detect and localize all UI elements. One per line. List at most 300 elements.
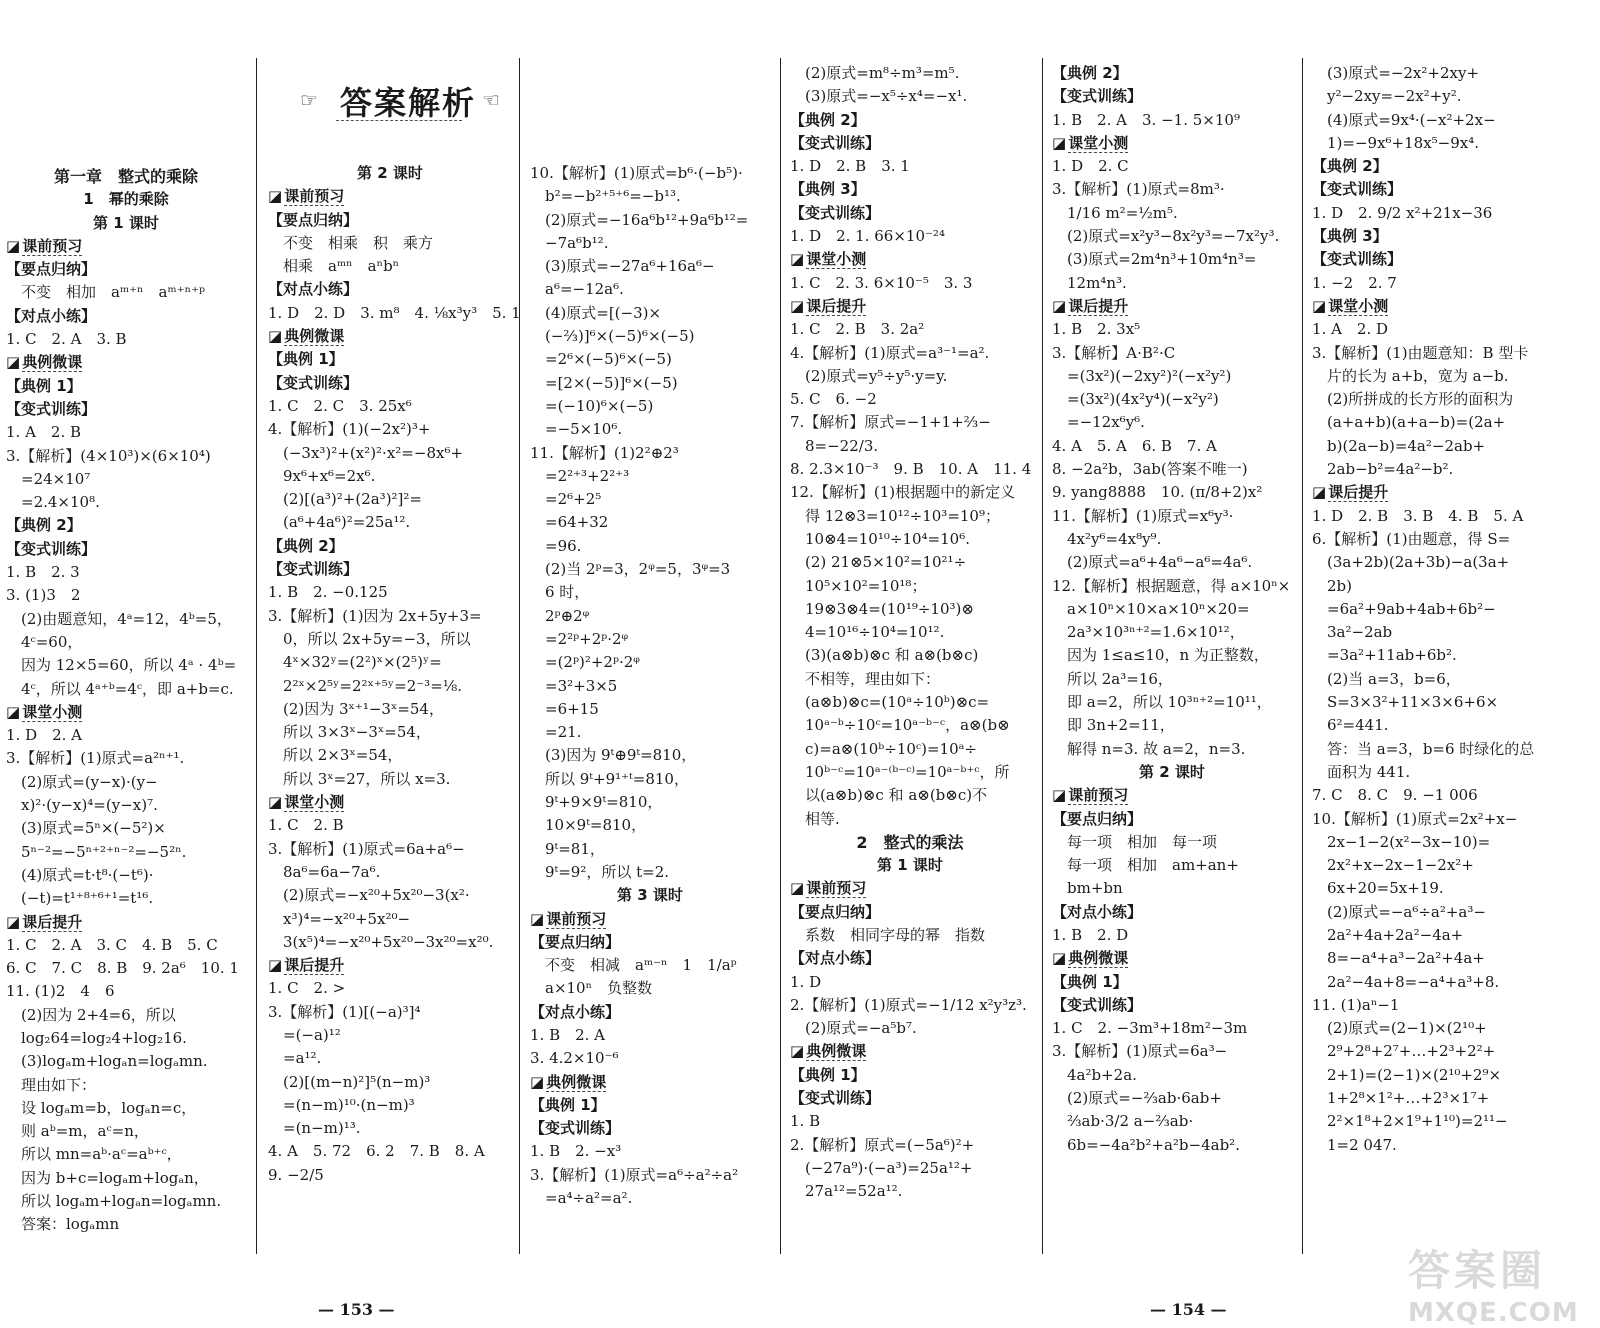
watermark-url: MXQE.COM <box>1408 1298 1579 1328</box>
answer-line: 27a¹²=52a¹². <box>790 1182 903 1201</box>
section-heading <box>1052 784 1292 807</box>
answer-line: 1. C 2. B 3. 2a² <box>790 320 925 339</box>
section-heading-label: 课堂小测 <box>1068 133 1129 152</box>
bracket-label: 【对点小练】 <box>268 280 359 299</box>
section-heading-label: 典例微课 <box>1068 949 1129 968</box>
answer-line: ⅔ab·3/2 a−⅔ab· <box>1052 1112 1194 1131</box>
section-heading-label: 典例微课 <box>546 1072 607 1091</box>
answer-line: =3a²+11ab+6b². <box>1312 646 1457 665</box>
bracket-label: 【变式训练】 <box>6 539 97 558</box>
answer-line: 3.【解析】(1)原式=6a+a⁶− <box>268 839 465 858</box>
answer-line: 6x+20=5x+19. <box>1312 879 1444 898</box>
answer-line: 6.【解析】(1)由题意，得 S= <box>1312 529 1511 548</box>
answer-line: (a⊗b)⊗c=(10ᵃ÷10ᵇ)⊗c= <box>790 693 990 712</box>
answer-line: (2)原式=m⁸÷m³=m⁵. <box>790 64 960 82</box>
answer-line: (2)原式=−a⁶÷a²+a³− <box>1312 902 1486 921</box>
answer-line: 答：当 a=3，b=6 时绿化的总 <box>1312 739 1535 758</box>
answer-line: 4. A 5. A 6. B 7. A <box>1052 436 1217 455</box>
bracket-label: 【变式训练】 <box>6 399 97 418</box>
answer-line: =(−10)⁶×(−5) <box>530 396 654 415</box>
lesson-heading: 第 1 课时 <box>877 856 943 875</box>
section-heading <box>1312 481 1592 504</box>
answer-line: 6²=441. <box>1312 716 1389 735</box>
pointing-hand-left-icon: ☞ <box>300 88 318 112</box>
answer-line: 1. B 2. A 3. −1. 5×10⁹ <box>1052 110 1240 129</box>
chapter-heading: 第一章 整式的乘除 <box>53 167 198 186</box>
answer-line: 3.【解析】(1)原式=6a³− <box>1052 1042 1228 1061</box>
bracket-label: 【要点归纳】 <box>1052 809 1143 828</box>
bracket-label: 【对点小练】 <box>530 1002 621 1021</box>
answer-line: 1+2⁸×1²+…+2³×1⁷+ <box>1312 1089 1490 1108</box>
answer-line: 不变 相乘 积 乘方 <box>268 233 434 252</box>
answer-line: 3.【解析】(1)因为 2x+5y+3= <box>268 606 482 625</box>
answer-line: 2⁹+2⁸+2⁷+…+2³+2²+ <box>1312 1042 1496 1061</box>
answer-line: (−⅔)]⁶×(−5)⁶×(−5) <box>530 327 695 346</box>
answer-line: (2)[(a³)²+(2a³)²]²= <box>268 490 422 509</box>
answer-line: 10ᵃ⁻ᵇ÷10ᶜ=10ᵃ⁻ᵇ⁻ᶜ，a⊗(b⊗ <box>790 716 1010 735</box>
answer-column-5 <box>1052 62 1292 1157</box>
bracket-label: 【变式训练】 <box>1052 87 1143 106</box>
answer-line: =(3x²)(−2xy²)²(−x²y²) <box>1052 366 1232 385</box>
answer-line: =2⁶+2⁵ <box>530 490 602 509</box>
section-heading-label: 典例微课 <box>284 327 345 346</box>
answer-line: =a¹². <box>268 1049 322 1068</box>
answer-line: 5ⁿ⁻²=−5ⁿ⁺²⁺ⁿ⁻²=−5²ⁿ. <box>6 842 187 861</box>
answer-line: (2)原式=a⁶+4a⁶−a⁶=4a⁶. <box>1052 553 1253 572</box>
answer-line: 相等. <box>790 809 840 828</box>
column-divider <box>780 58 781 1254</box>
answer-line: =(n−m)¹⁰·(n−m)³ <box>268 1095 415 1114</box>
section-heading-label: 课前预习 <box>1068 786 1129 805</box>
column-divider <box>1302 58 1303 1254</box>
answer-line: 9ᵗ=81， <box>530 839 605 858</box>
answer-line: 11. (1)2 4 6 <box>6 982 115 1001</box>
answer-line: (2)原式=x²y³−8x²y³=−7x²y³. <box>1052 227 1280 246</box>
answer-line: 2b) <box>1312 576 1352 595</box>
section-heading-label: 课前预习 <box>22 236 83 255</box>
section-heading <box>530 908 770 931</box>
answer-line: 2.【解析】(1)原式=−1/12 x²y³z³. <box>790 995 1027 1014</box>
section-heading-label: 课后提升 <box>1068 296 1129 315</box>
bracket-label: 【变式训练】 <box>268 560 359 579</box>
answer-line: 所以 9ᵗ+9¹⁺ᵗ=810， <box>530 769 689 788</box>
answer-line: 10⁵×10²=10¹⁸； <box>790 576 927 595</box>
answer-line: =6a²+9ab+4ab+6b²− <box>1312 599 1496 618</box>
answer-line: 1. C 2. A 3. B <box>6 330 127 349</box>
page-number-right: — 154 — <box>1150 1300 1227 1319</box>
answer-line: 12m⁴n³. <box>1052 273 1127 292</box>
answer-line: =2.4×10⁸. <box>6 493 100 512</box>
section-heading <box>268 185 512 208</box>
answer-line: 面积为 441. <box>1312 762 1411 781</box>
bracket-label: 【变式训练】 <box>268 373 359 392</box>
answer-line: (2)[(m−n)²]⁵(n−m)³ <box>268 1072 431 1091</box>
answer-line: 理由如下： <box>6 1075 97 1094</box>
section-heading-label: 课前预习 <box>284 187 345 206</box>
answer-column-1 <box>6 165 246 1237</box>
section-heading <box>1312 295 1592 318</box>
answer-line: 1. C 2. −3m³+18m²−3m <box>1052 1019 1248 1038</box>
answer-line: 得 12⊗3=10¹²÷10³=10⁹； <box>790 506 1000 525</box>
answer-line: 所以 3×3ˣ−3ˣ=54， <box>268 723 431 742</box>
answer-line: 11.【解析】(1)原式=x⁶y³· <box>1052 506 1234 525</box>
answer-line: 3a²−2ab <box>1312 623 1393 642</box>
answer-line: (3)因为 9ᵗ⊕9ᵗ=810， <box>530 746 697 765</box>
answer-line: 3. (1)3 2 <box>6 586 81 605</box>
bracket-label: 【典例 3】 <box>790 180 866 199</box>
bracket-label: 【典例 1】 <box>1052 972 1128 991</box>
answer-line: (2)因为 3ˣ⁺¹−3ˣ=54， <box>268 699 444 718</box>
answer-line: 2+1)=(2−1)×(2¹⁰+2⁹× <box>1312 1065 1502 1084</box>
answer-line: =(−a)¹² <box>268 1025 341 1044</box>
section-heading-label: 课后提升 <box>806 296 867 315</box>
section-heading <box>6 235 246 258</box>
answer-line: 相乘 aᵐⁿ aⁿbⁿ <box>268 257 400 276</box>
answer-line: 4ᶜ=60， <box>6 632 83 651</box>
answer-line: 2.【解析】原式=(−5a⁶)²+ <box>790 1135 975 1154</box>
answer-line: 9. −2/5 <box>268 1165 324 1184</box>
answer-line: 1. A 2. B <box>6 423 82 442</box>
answer-line: 2x−1−2(x²−3x−10)= <box>1312 832 1491 851</box>
answer-line: 6 时， <box>530 583 590 602</box>
answer-line: 4=10¹⁶÷10⁴=10¹². <box>790 623 945 642</box>
bracket-label: 【对点小练】 <box>6 306 97 325</box>
answer-line: 2ᵖ⊕2ᵠ <box>530 606 590 625</box>
bracket-label: 【变式训练】 <box>790 203 881 222</box>
section-heading-label: 典例微课 <box>806 1042 867 1061</box>
answer-line: 0，所以 2x+5y=−3，所以 <box>268 629 471 648</box>
section-heading <box>1052 132 1292 155</box>
answer-line: =2²⁺³+2²⁺³ <box>530 466 630 485</box>
answer-line: 3.【解析】(1)由题意知：B 型卡 <box>1312 343 1529 362</box>
answer-line: 8. −2a²b，3ab(答案不唯一) <box>1052 460 1248 479</box>
answer-line: 2ab−b²=4a²−b². <box>1312 460 1454 479</box>
section-heading <box>268 325 512 348</box>
answer-line: 以(a⊗b)⊗c 和 a⊗(b⊗c)不 <box>790 786 988 805</box>
answer-line: (4)原式=9x⁴·(−x²+2x− <box>1312 110 1496 129</box>
answer-line: (2)所拼成的长方形的面积为 <box>1312 390 1514 409</box>
answer-line: (2)当 2ᵖ=3，2ᵠ=5，3ᵠ=3 <box>530 560 731 579</box>
answer-line: S=3×3²+11×3×6+6× <box>1312 693 1499 712</box>
answer-column-4 <box>790 62 1030 1204</box>
answer-line: (2)当 a=3，b=6， <box>1312 669 1461 688</box>
answer-line: (3)原式=−27a⁶+16a⁶− <box>530 257 715 276</box>
title-text: 答案解析 <box>340 84 477 122</box>
answer-line: (3)原式=−2x²+2xy+ <box>1312 64 1480 82</box>
answer-line: 1. B 2. 3x⁵ <box>1052 320 1141 339</box>
answer-line: (2)原式=(y−x)·(y− <box>6 772 158 791</box>
answer-line: a×10ⁿ×10×a×10ⁿ×20= <box>1052 599 1250 618</box>
answer-line: =24×10⁷ <box>6 469 91 488</box>
answer-line: (2)原式=−x²⁰+5x²⁰−3(x²· <box>268 886 470 905</box>
answer-line: 8=−22/3. <box>790 436 879 455</box>
answer-line: 1)=−9x⁶+18x⁵−9x⁴. <box>1312 133 1480 152</box>
answer-line: 所以 2a³=16， <box>1052 669 1173 688</box>
answer-line: =2⁶×(−5)⁶×(−5) <box>530 350 672 369</box>
answer-line: 不相等，理由如下： <box>790 669 941 688</box>
page-number-left: — 153 — <box>318 1300 395 1319</box>
answer-line: −7a⁶b¹². <box>530 233 609 252</box>
answer-line: 2x²+x−2x−1−2x²+ <box>1312 856 1474 875</box>
section-heading-label: 课前预习 <box>546 909 607 928</box>
answer-line: 设 logₐm=b，logₐn=c， <box>6 1098 197 1117</box>
answer-line: 1=2 047. <box>1312 1135 1397 1154</box>
answer-line: =6+15 <box>530 699 599 718</box>
answer-line: 3. 4.2×10⁻⁶ <box>530 1049 619 1068</box>
section-heading-label: 典例微课 <box>22 353 83 372</box>
section-heading <box>1052 295 1292 318</box>
bracket-label: 【典例 2】 <box>1312 157 1388 176</box>
answer-line: 2a²−4a+8=−a⁴+a³+8. <box>1312 972 1500 991</box>
answer-line: (2)因为 2+4=6，所以 <box>6 1005 176 1024</box>
answer-line: 8. 2.3×10⁻³ 9. B 10. A 11. 4 <box>790 460 1032 479</box>
answer-line: 1. C 2. A 3. C 4. B 5. C <box>6 935 218 954</box>
answer-line: 1. B 2. −0.125 <box>268 583 388 602</box>
answer-line: 10.【解析】(1)原式=b⁶·(−b⁵)· <box>530 164 743 182</box>
answer-line: 4ˣ×32ʸ=(2²)ˣ×(2⁵)ʸ= <box>268 653 442 672</box>
bracket-label: 【典例 2】 <box>1052 64 1128 82</box>
answer-line: 每一项 相加 每一项 <box>1052 832 1218 851</box>
answer-line: (2)原式=(2−1)×(2¹⁰+ <box>1312 1019 1487 1038</box>
answer-line: (2)由题意知，4ᵃ=12，4ᵇ=5， <box>6 609 232 628</box>
answer-line: bm+bn <box>1052 879 1123 898</box>
answer-line: (−27a⁹)·(−a³)=25a¹²+ <box>790 1158 973 1177</box>
answer-line: 9ᵗ=9²，所以 t=2. <box>530 862 670 881</box>
answer-line: 所以 logₐm+logₐn=logₐmn. <box>6 1192 222 1211</box>
answer-line: =96. <box>530 536 582 555</box>
column-divider <box>1042 58 1043 1254</box>
bracket-label: 【变式训练】 <box>790 133 881 152</box>
answer-line: 10⊗4=10¹⁰÷10⁴=10⁶. <box>790 529 970 548</box>
answer-line: 3.【解析】(1)原式=a⁶÷a²÷a² <box>530 1165 739 1184</box>
answer-line: 即 3n+2=11， <box>1052 716 1175 735</box>
answer-line: 所以 2×3ˣ=54， <box>268 746 403 765</box>
answer-line: =(3x²)(4x²y⁴)(−x²y²) <box>1052 390 1219 409</box>
answer-line: =21. <box>530 723 582 742</box>
lesson-heading: 1 幂的乘除 <box>83 190 169 209</box>
pointing-hand-right-icon: ☜ <box>482 88 500 112</box>
answer-line: (−t)=t¹⁺⁸⁺⁶⁺¹=t¹⁶. <box>6 889 154 908</box>
answer-line: 2a³×10³ⁿ⁺²=1.6×10¹²， <box>1052 623 1245 642</box>
answer-line: 1. C 2. B <box>268 816 344 835</box>
answer-line: 因为 1≤a≤10，n 为正整数， <box>1052 646 1269 665</box>
answer-line: 不变 相加 aᵐ⁺ⁿ aᵐ⁺ⁿ⁺ᵖ <box>6 283 206 302</box>
section-heading <box>530 1071 770 1094</box>
answer-line: 6. C 7. C 8. B 9. 2a⁶ 10. 1 <box>6 959 239 978</box>
section-heading <box>790 1040 1030 1063</box>
lesson-heading: 第 1 课时 <box>93 213 159 232</box>
answer-line: b²=−b²⁺⁵⁺⁶=−b¹³. <box>530 187 681 206</box>
answer-line: 答案：logₐmn <box>6 1215 120 1234</box>
answer-line: =64+32 <box>530 513 609 532</box>
answer-line: 7.【解析】原式=−1+1+⅔− <box>790 413 991 432</box>
answer-line: 3.【解析】(4×10³)×(6×10⁴) <box>6 446 211 465</box>
section-heading-label: 课后提升 <box>22 912 83 931</box>
answer-line: (4)原式=[(−3)× <box>530 303 662 322</box>
section-heading-label: 课堂小测 <box>284 793 345 812</box>
column-divider <box>256 58 257 1254</box>
answer-line: 1. D 2. B 3. B 4. B 5. A <box>1312 506 1524 525</box>
column-divider <box>519 58 520 1254</box>
title-underline <box>336 120 462 121</box>
answer-line: (a+a+b)(a+a−b)=(2a+ <box>1312 413 1506 432</box>
section-heading <box>790 295 1030 318</box>
answer-column-2 <box>268 162 521 1187</box>
lesson-heading: 第 2 课时 <box>357 164 423 182</box>
answer-line: 1. B 2. A <box>530 1025 606 1044</box>
answer-line: 则 aᵇ=m，aᶜ=n， <box>6 1122 149 1141</box>
section-heading <box>6 701 246 724</box>
answer-line: 片的长为 a+b，宽为 a−b. <box>1312 366 1509 385</box>
answer-line: (2)原式=−a⁵b⁷. <box>790 1019 917 1038</box>
answer-line: 2a²+4a+2a²−4a+ <box>1312 925 1464 944</box>
answer-line: 5. C 6. −2 <box>790 390 877 409</box>
answer-line: 1. B <box>790 1112 821 1131</box>
answer-line: c)=a⊗(10ᵇ÷10ᶜ)=10ᵃ÷ <box>790 739 977 758</box>
answer-line: 7. C 8. C 9. −1 006 <box>1312 786 1478 805</box>
section-heading <box>6 911 246 934</box>
answer-line: 1. D 2. B 3. 1 <box>790 157 910 176</box>
answer-line: 3.【解析】(1)原式=a²ⁿ⁺¹. <box>6 749 185 768</box>
bracket-label: 【变式训练】 <box>1052 995 1143 1014</box>
answer-line: 9. yang8888 10. (π/8+2)x² <box>1052 483 1263 502</box>
answer-line: 因为 b+c=logₐm+logₐn， <box>6 1168 209 1187</box>
answer-line: a⁶=−12a⁶. <box>530 280 624 299</box>
answer-line: =a⁴÷a²=a². <box>530 1189 633 1208</box>
answer-line: (3)(a⊗b)⊗c 和 a⊗(b⊗c) <box>790 646 979 665</box>
answer-line: (2) 21⊗5×10²=10²¹÷ <box>790 553 967 572</box>
answer-line: x)²·(y−x)⁴=(y−x)⁷. <box>6 796 158 815</box>
watermark-main: 答案圈 <box>1408 1246 1547 1295</box>
answer-line: 2²×1⁸+2×1⁹+1¹⁰)=2¹¹− <box>1312 1112 1508 1131</box>
bracket-label: 【变式训练】 <box>1312 180 1403 199</box>
answer-line: =[2×(−5)]⁶×(−5) <box>530 373 678 392</box>
bracket-label: 【要点归纳】 <box>6 260 97 279</box>
answer-column-3 <box>530 162 770 1210</box>
answer-line: 3(x⁵)⁴=−x²⁰+5x²⁰−3x²⁰=x²⁰. <box>268 932 494 951</box>
answer-line: y²−2xy=−2x²+y². <box>1312 87 1462 106</box>
bracket-label: 【变式训练】 <box>790 1089 881 1108</box>
answer-line: (a⁶+4a⁶)²=25a¹². <box>268 513 411 532</box>
section-heading-label: 课后提升 <box>1328 483 1389 502</box>
answer-line: 1. B 2. D <box>1052 925 1129 944</box>
answer-line: 4x²y⁶=4x⁸y⁹. <box>1052 529 1162 548</box>
answer-line: =2²ᵖ+2ᵖ·2ᵠ <box>530 629 629 648</box>
answer-line: 9x⁶+x⁶=2x⁶. <box>268 466 376 485</box>
answer-line: 1. D 2. 9/2 x²+21x−36 <box>1312 203 1493 222</box>
answer-line: 每一项 相加 am+an+ <box>1052 856 1239 875</box>
section-heading-label: 课堂小测 <box>22 702 83 721</box>
answer-line: =3²+3×5 <box>530 676 618 695</box>
bracket-label: 【典例 2】 <box>790 110 866 129</box>
answer-line: 3.【解析】(1)原式=8m³· <box>1052 180 1225 199</box>
answer-line: (2)原式=−16a⁶b¹²+9a⁶b¹²= <box>530 210 749 229</box>
answer-line: 2²ˣ×2⁵ʸ=2²ˣ⁺⁵ʸ=2⁻³=⅛. <box>268 676 463 695</box>
bracket-label: 【要点归纳】 <box>268 210 359 229</box>
answer-line: 4. A 5. 72 6. 2 7. B 8. A <box>268 1142 485 1161</box>
answer-line: 4.【解析】(1)原式=a³⁻¹=a². <box>790 343 990 362</box>
bracket-label: 【对点小练】 <box>1052 902 1143 921</box>
answer-line: 1. D <box>790 972 822 991</box>
bracket-label: 【变式训练】 <box>530 1119 621 1138</box>
section-heading-label: 课堂小测 <box>806 250 867 269</box>
answer-line: 解得 n=3. 故 a=2，n=3. <box>1052 739 1246 758</box>
bracket-label: 【典例 1】 <box>6 376 82 395</box>
answer-line: 1. B 2. 3 <box>6 563 80 582</box>
section-heading <box>790 877 1030 900</box>
answer-line: =−12x⁶y⁶. <box>1052 413 1145 432</box>
page-title <box>300 74 500 124</box>
chapter-heading: 2 整式的乘法 <box>856 832 964 852</box>
answer-line: 11. (1)aⁿ−1 <box>1312 995 1400 1014</box>
section-heading <box>268 954 512 977</box>
answer-line: 1. −2 2. 7 <box>1312 273 1397 292</box>
answer-line: 4a²b+2a. <box>1052 1065 1137 1084</box>
bracket-label: 【典例 3】 <box>1312 227 1388 246</box>
answer-line: 10ᵇ⁻ᶜ=10ᵃ⁻⁽ᵇ⁻ᶜ⁾=10ᵃ⁻ᵇ⁺ᶜ，所 <box>790 762 1010 781</box>
answer-line: 6b=−4a²b²+a²b−4ab². <box>1052 1135 1240 1154</box>
answer-line: log₂64=log₂4+log₂16. <box>6 1028 187 1047</box>
lesson-heading: 第 3 课时 <box>617 886 683 905</box>
section-heading-label: 课前预习 <box>806 879 867 898</box>
bracket-label: 【典例 2】 <box>6 516 82 535</box>
answer-line: (3a+2b)(2a+3b)−a(3a+ <box>1312 553 1510 572</box>
section-heading-label: 课后提升 <box>284 956 345 975</box>
answer-line: 11.【解析】(1)2²⊕2³ <box>530 443 679 462</box>
answer-line: 1. C 2. C 3. 25x⁶ <box>268 396 412 415</box>
answer-line: 1. C 2. > <box>268 979 346 998</box>
answer-line: 8=−a⁴+a³−2a²+4a+ <box>1312 949 1485 968</box>
answer-line: 12.【解析】根据题意，得 a×10ⁿ× <box>1052 576 1291 595</box>
answer-line: (−3x³)²+(x²)²·x²=−8x⁶+ <box>268 443 464 462</box>
bracket-label: 【要点归纳】 <box>790 902 881 921</box>
answer-line: 12.【解析】(1)根据题中的新定义 <box>790 483 1016 502</box>
answer-line: b)(2a−b)=4a²−2ab+ <box>1312 436 1486 455</box>
answer-line: 1. D 2. C <box>1052 157 1129 176</box>
section-heading <box>6 351 246 374</box>
bracket-label: 【典例 1】 <box>790 1065 866 1084</box>
answer-line: 9ᵗ+9×9ᵗ=810， <box>530 793 663 812</box>
bracket-label: 【要点归纳】 <box>530 932 621 951</box>
answer-column-6 <box>1312 62 1592 1157</box>
bracket-label: 【典例 1】 <box>530 1095 606 1114</box>
answer-line: 因为 12×5=60，所以 4ᵃ · 4ᵇ= <box>6 656 237 675</box>
answer-line: 4ᶜ，所以 4ᵃ⁺ᵇ=4ᶜ，即 a+b=c. <box>6 679 234 698</box>
answer-line: 1. D 2. A <box>6 726 83 745</box>
bracket-label: 【典例 2】 <box>268 536 344 555</box>
answer-line: (3)原式=−x⁵÷x⁴=−x¹. <box>790 87 968 106</box>
answer-line: 1. C 2. 3. 6×10⁻⁵ 3. 3 <box>790 273 973 292</box>
answer-line: (4)原式=t·t⁸·(−t⁶)· <box>6 865 154 884</box>
bracket-label: 【对点小练】 <box>790 949 881 968</box>
answer-line: 19⊗3⊗4=(10¹⁹÷10³)⊗ <box>790 599 974 618</box>
answer-line: 所以 mn=aᵇ·aᶜ=aᵇ⁺ᶜ， <box>6 1145 182 1164</box>
answer-line: 3.【解析】A·B²·C <box>1052 343 1176 362</box>
section-heading-label: 课堂小测 <box>1328 296 1389 315</box>
answer-line: =(n−m)¹³. <box>268 1119 361 1138</box>
answer-line: 1/16 m²=½m⁵. <box>1052 203 1178 222</box>
answer-line: 系数 相同字母的幂 指数 <box>790 925 986 944</box>
answer-line: x³)⁴=−x²⁰+5x²⁰− <box>268 909 411 928</box>
lesson-heading: 第 2 课时 <box>1139 762 1205 781</box>
answer-line: (3)原式=2m⁴n³+10m⁴n³= <box>1052 250 1257 269</box>
answer-line: 3.【解析】(1)[(−a)³]⁴ <box>268 1002 421 1021</box>
bracket-label: 【变式训练】 <box>1312 250 1403 269</box>
section-heading <box>268 791 512 814</box>
section-heading <box>790 248 1030 271</box>
answer-line: 1. D 2. D 3. m⁸ 4. ⅛x³y³ 5. 1 <box>268 303 521 322</box>
section-heading <box>1052 947 1292 970</box>
